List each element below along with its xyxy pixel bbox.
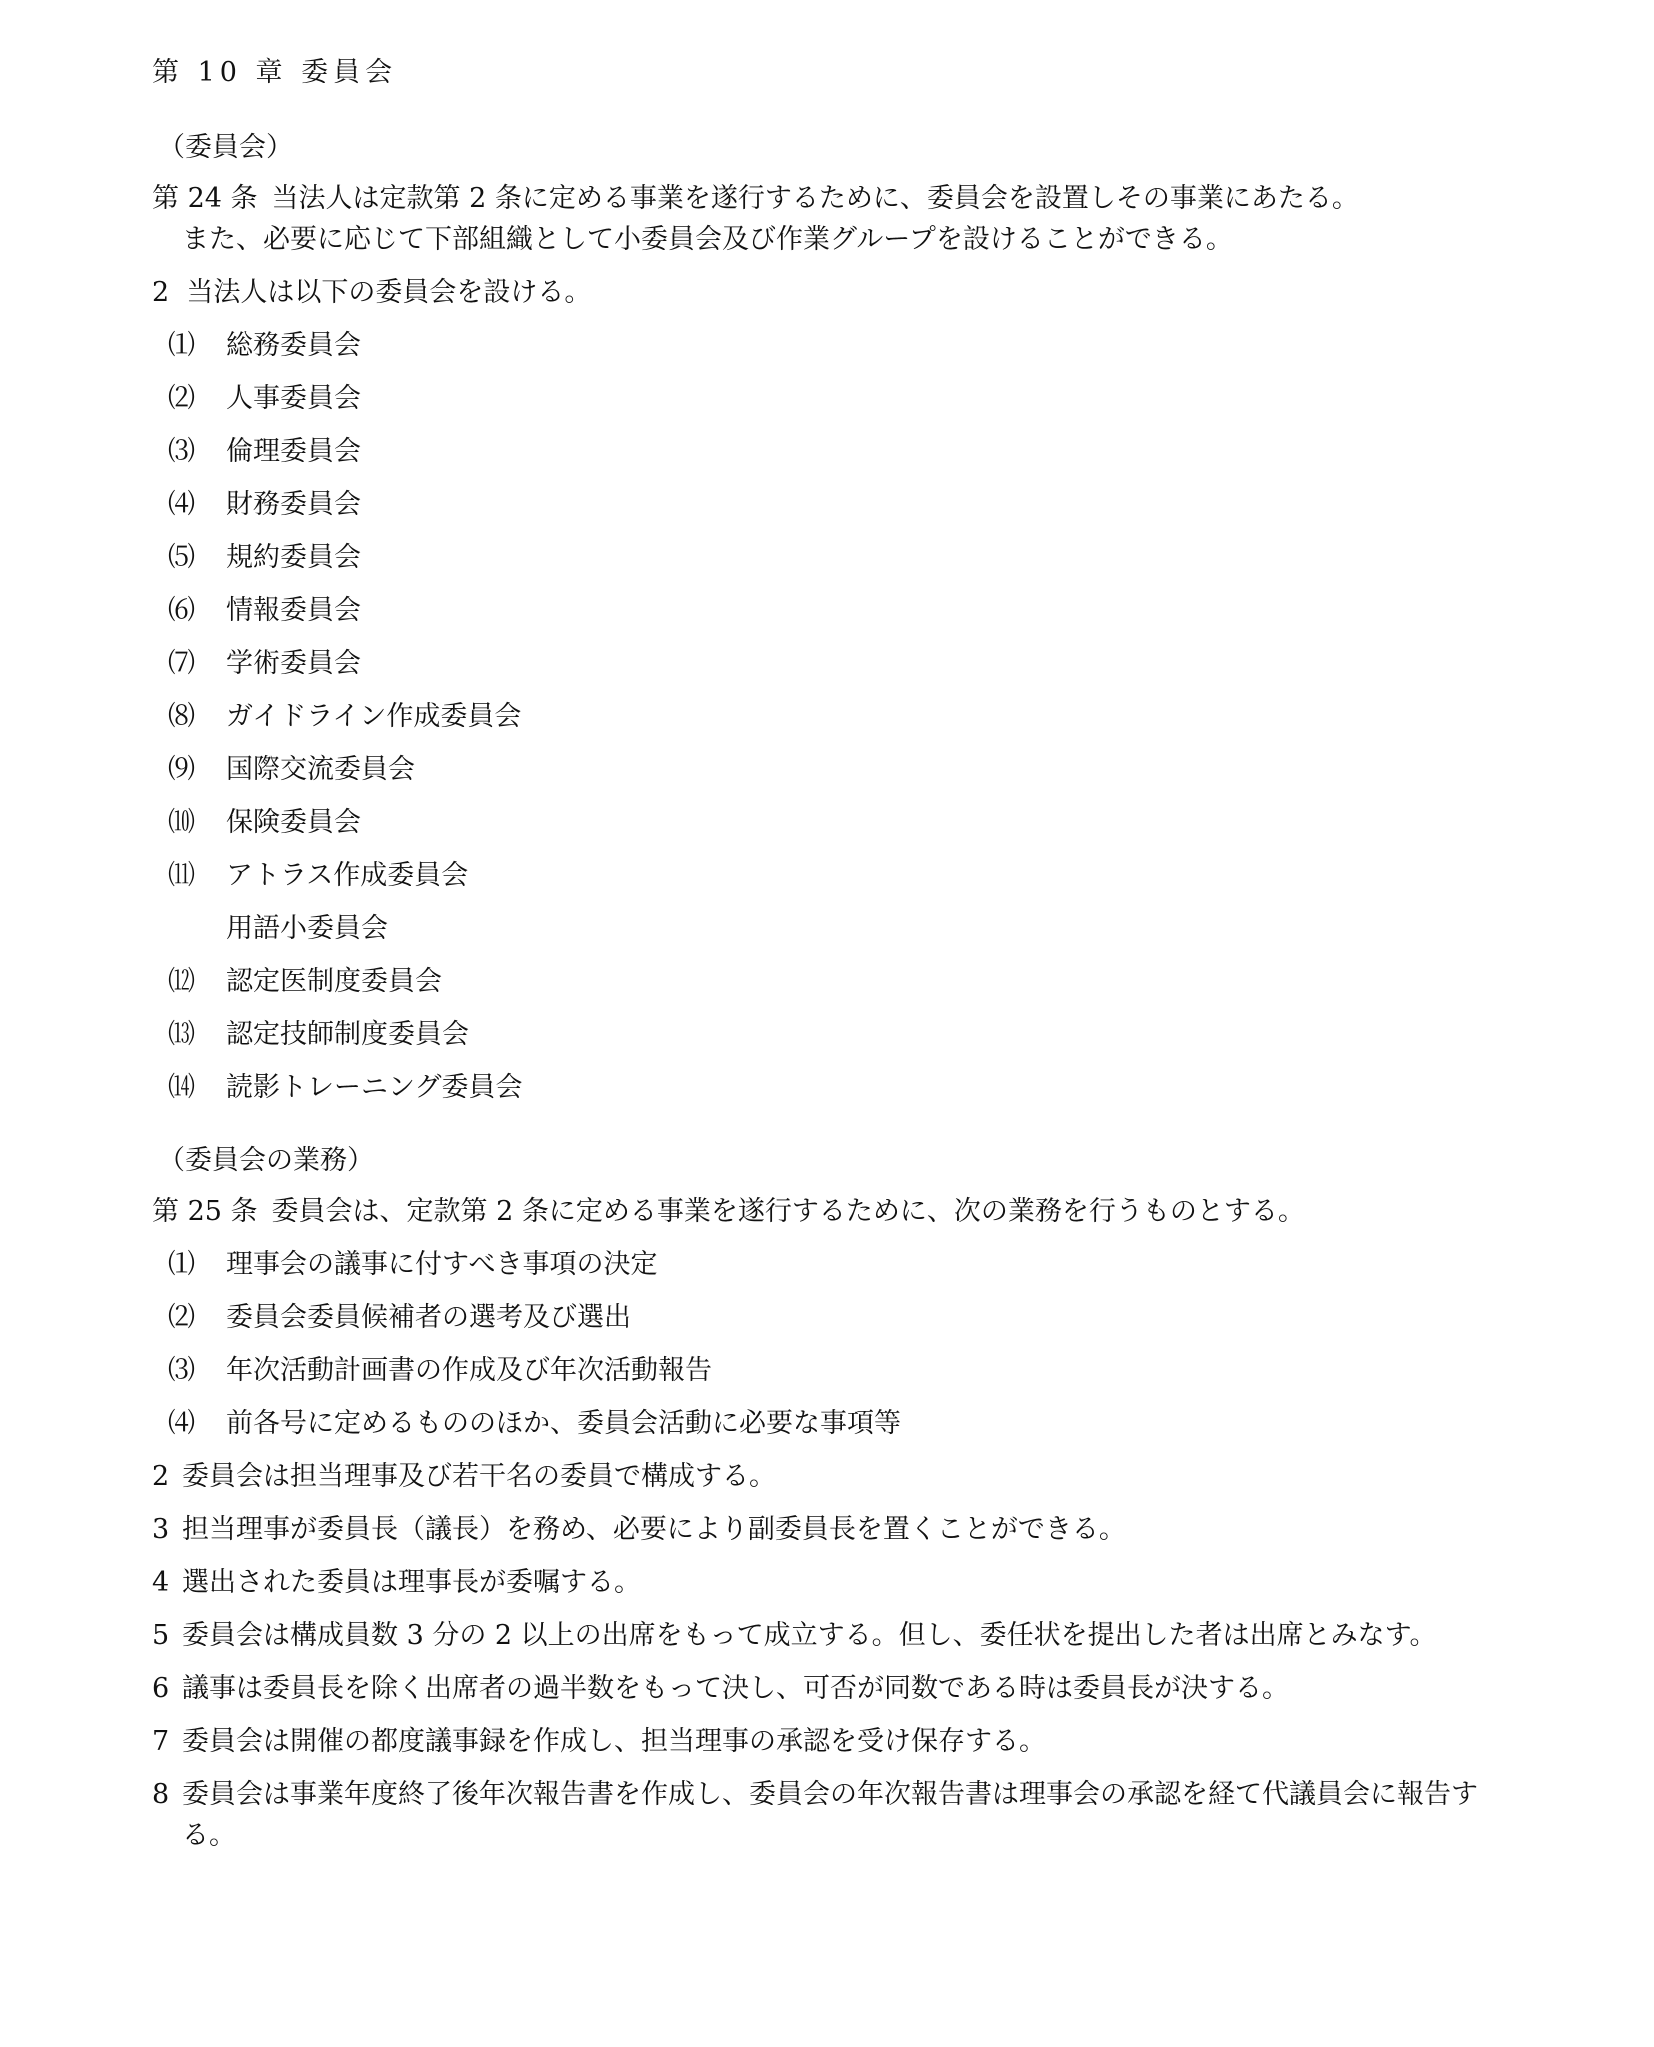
article-24-label: 第 24 条 [152, 183, 258, 214]
article-25-text: 委員会は、定款第 2 条に定める事業を遂行するために、次の業務を行うものとする。 [271, 1196, 1305, 1227]
article-25-paragraph [152, 1562, 1512, 1603]
item-text: 認定医制度委員会 [226, 966, 442, 997]
paragraph-text: 担当理事が委員長（議長）を務め、必要により副委員長を置くことができる。 [182, 1514, 1126, 1545]
item-number: ⑷ [168, 489, 195, 520]
article-25-label: 第 25 条 [152, 1196, 258, 1227]
paragraph-number: 3 [152, 1514, 170, 1545]
list-item [152, 325, 1512, 366]
list-item [152, 484, 1512, 525]
item-text: アトラス作成委員会 [226, 860, 469, 891]
article-25-paragraph [152, 1509, 1512, 1550]
item-text: 人事委員会 [226, 383, 361, 414]
paragraph-number: 2 [152, 277, 170, 308]
item-text: 倫理委員会 [226, 436, 361, 467]
paragraph-text: 委員会は構成員数 3 分の 2 以上の出席をもって成立する。但し、委任状を提出した者は出席とみなす。 [182, 1620, 1437, 1651]
item-text: 前各号に定めるもののほか、委員会活動に必要な事項等 [226, 1408, 901, 1439]
item-text: 理事会の議事に付すべき事項の決定 [226, 1249, 658, 1280]
list-item [152, 696, 1512, 737]
article-25-paragraph [152, 1615, 1512, 1656]
list-item [152, 749, 1512, 790]
item-number: ⑻ [168, 701, 195, 732]
item-number: ⑷ [168, 1408, 195, 1439]
paragraph-text: 委員会は開催の都度議事録を作成し、担当理事の承認を受け保存する。 [182, 1726, 1046, 1757]
item-text: 認定技師制度委員会 [226, 1019, 469, 1050]
list-item [152, 378, 1512, 419]
article-25-paragraph [152, 1774, 1512, 1856]
list-item [152, 1014, 1512, 1055]
article-24-paragraph-1 [152, 178, 1512, 260]
paragraph-number: 7 [152, 1726, 170, 1757]
item-number: ⒀ [168, 1019, 195, 1050]
item-text: 財務委員会 [226, 489, 361, 520]
article-25-paragraph [152, 1721, 1512, 1762]
paragraph-text: 委員会は事業年度終了後年次報告書を作成し、委員会の年次報告書は理事会の承認を経て代議員会に報告する。 [182, 1779, 1478, 1851]
list-item [152, 855, 1512, 896]
item-text: 情報委員会 [226, 595, 361, 626]
item-number: ⑵ [168, 1302, 195, 1333]
list-item [152, 643, 1512, 684]
article-24-text-line2: また、必要に応じて下部組織として小委員会及び作業グループを設けることができる。 [182, 224, 1233, 255]
list-item [152, 1350, 1512, 1391]
item-number: ⑹ [168, 595, 195, 626]
chapter-heading: 第 10 章 委員会 [152, 57, 398, 88]
article-24-title: （委員会） [158, 132, 293, 163]
list-item [152, 590, 1512, 631]
list-item [152, 1297, 1512, 1338]
list-item [152, 1244, 1512, 1285]
item-text: 委員会委員候補者の選考及び選出 [226, 1302, 631, 1333]
item-number: ⑸ [168, 542, 195, 573]
item-number: ⑶ [168, 436, 195, 467]
item-number: ⑴ [168, 1249, 195, 1280]
article-25-paragraph [152, 1456, 1512, 1497]
article-25-paragraph [152, 1668, 1512, 1709]
item-text: ガイドライン作成委員会 [226, 701, 522, 732]
item-number: ⑺ [168, 648, 195, 679]
list-item [152, 431, 1512, 472]
paragraph-number: 2 [152, 1461, 170, 1492]
paragraph-number: 6 [152, 1673, 170, 1704]
paragraph-text: 選出された委員は理事長が委嘱する。 [182, 1567, 641, 1598]
list-item [152, 961, 1512, 1002]
item-number: ⑽ [168, 807, 195, 838]
document-page [152, 52, 1512, 1868]
item-number: ⑶ [168, 1355, 195, 1386]
item-text: 規約委員会 [226, 542, 361, 573]
list-item [152, 1403, 1512, 1444]
item-text: 学術委員会 [226, 648, 361, 679]
article-25-paragraph-1 [152, 1191, 1512, 1232]
item-text: 保険委員会 [226, 807, 361, 838]
article-25-title: （委員会の業務） [158, 1145, 374, 1176]
item-number: ⑾ [168, 860, 195, 891]
item-number: ⒁ [168, 1072, 195, 1103]
paragraph-number: 4 [152, 1567, 170, 1598]
paragraph-number: 5 [152, 1620, 170, 1651]
paragraph-number: 8 [152, 1779, 170, 1810]
item-text: 総務委員会 [226, 330, 361, 361]
article-24-text-line1: 当法人は定款第 2 条に定める事業を遂行するために、委員会を設置しその事業にあたる。 [271, 183, 1359, 214]
list-item [152, 1067, 1512, 1108]
item-number: ⑿ [168, 966, 195, 997]
list-item [152, 537, 1512, 578]
paragraph-text: 委員会は担当理事及び若干名の委員で構成する。 [182, 1461, 776, 1492]
item-text: 読影トレーニング委員会 [226, 1072, 523, 1103]
paragraph-text: 当法人は以下の委員会を設ける。 [186, 277, 592, 308]
item-number: ⑼ [168, 754, 195, 785]
sub-list-item: 用語小委員会 [226, 913, 388, 944]
item-number: ⑴ [168, 330, 195, 361]
item-text: 国際交流委員会 [226, 754, 415, 785]
section-gap [152, 1120, 1512, 1140]
article-24-paragraph-2 [152, 272, 1512, 313]
item-text: 年次活動計画書の作成及び年次活動報告 [226, 1355, 712, 1386]
item-number: ⑵ [168, 383, 195, 414]
paragraph-text: 議事は委員長を除く出席者の過半数をもって決し、可否が同数である時は委員長が決する。 [182, 1673, 1289, 1704]
list-item [152, 802, 1512, 843]
